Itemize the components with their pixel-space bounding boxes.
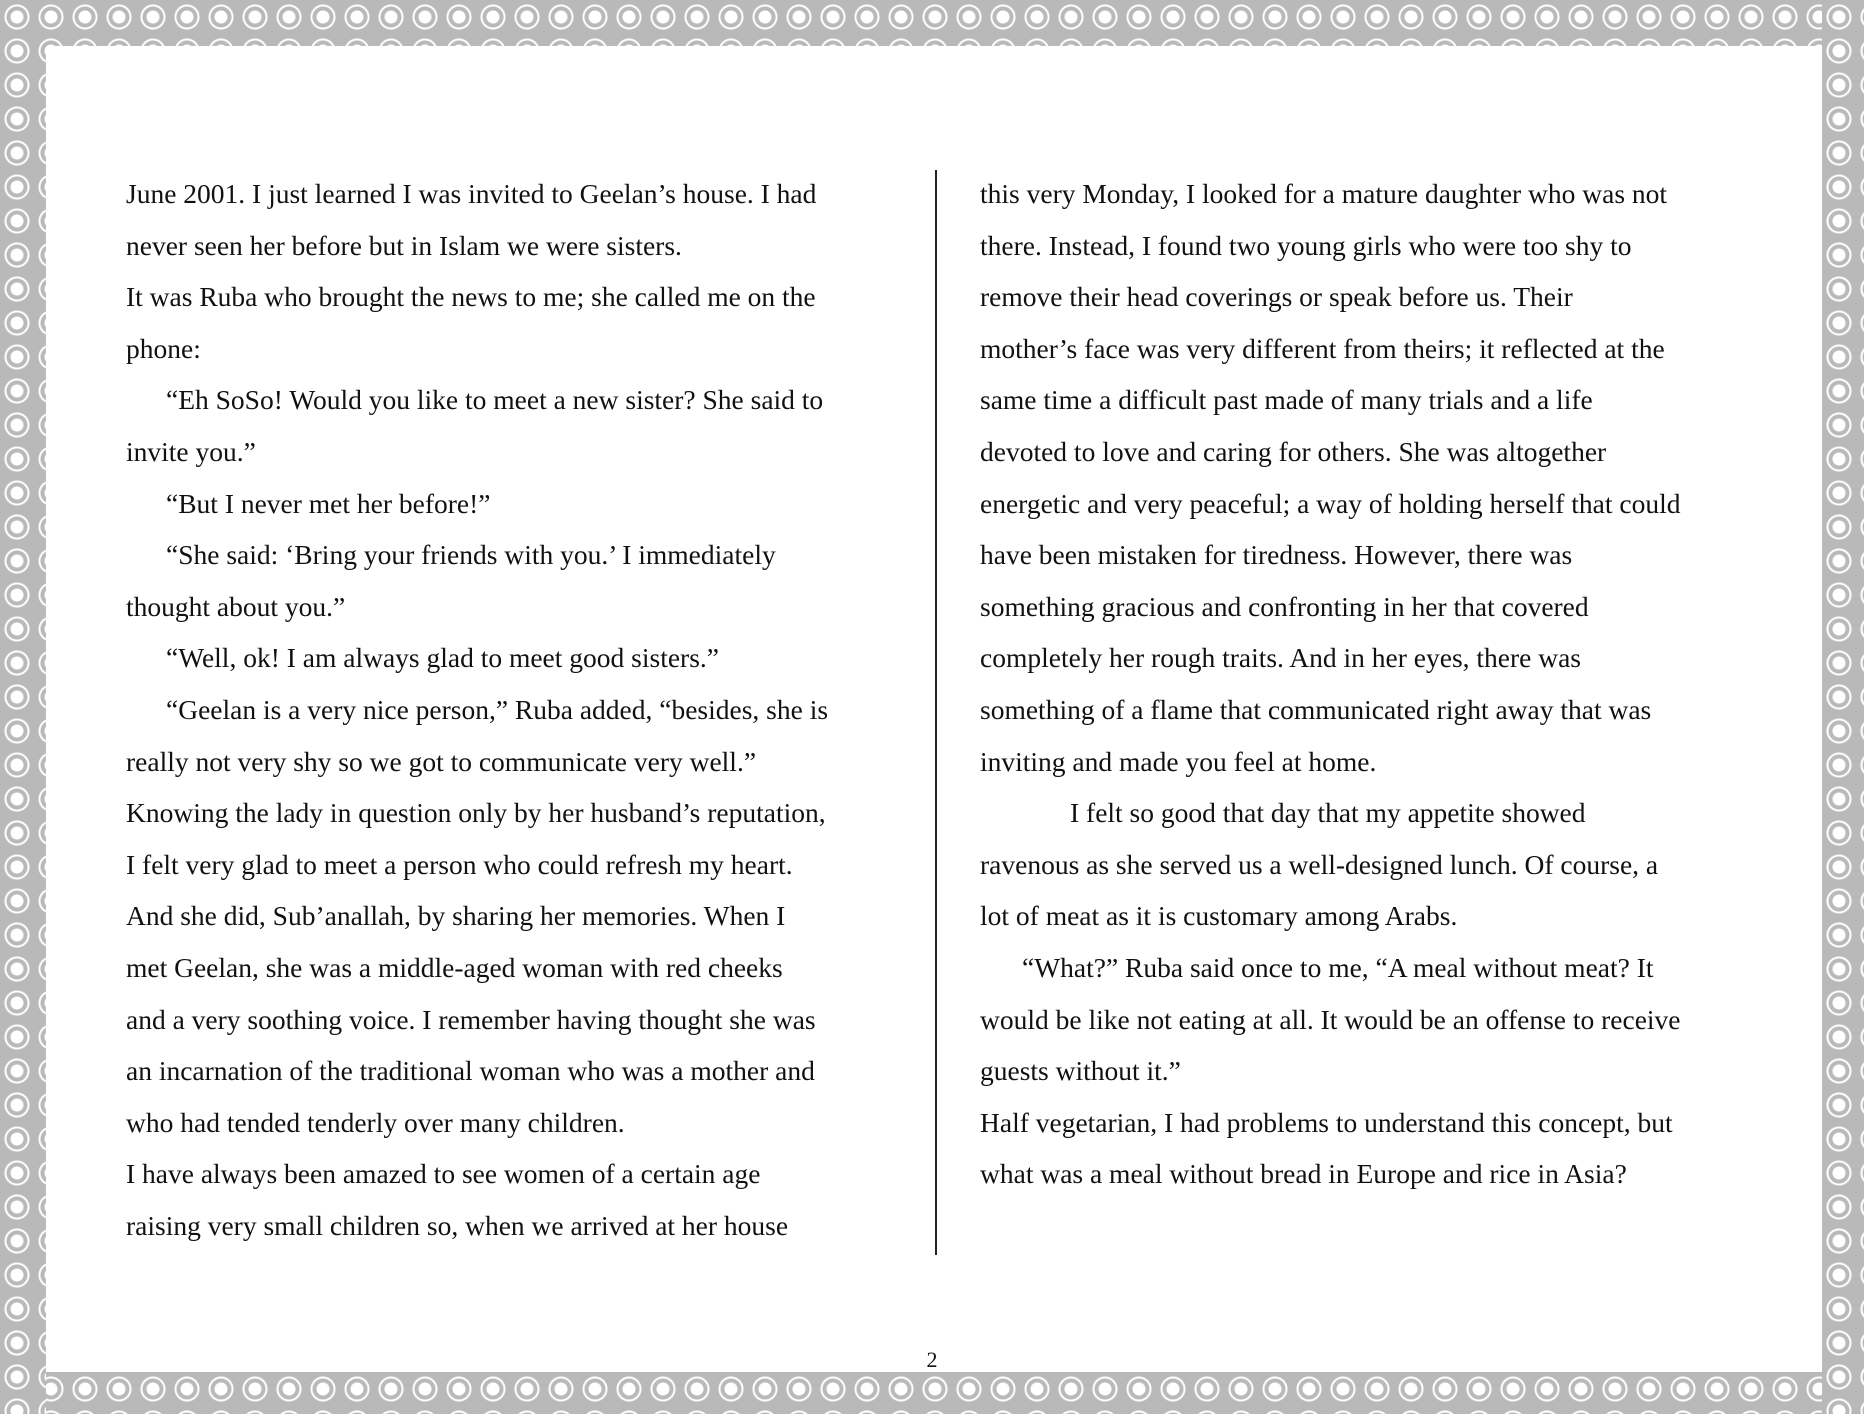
text-line: lot of meat as it is customary among Arabs. [980,900,1458,932]
text-line: “Eh SoSo! Would you like to meet a new sister? She said to [166,384,824,416]
text-line: there. Instead, I found two young girls who were too shy to [980,229,1632,261]
text-line: “What?” Ruba said once to me, “A meal without meat? It [1022,951,1654,983]
text-line: I felt so good that day that my appetite showed [1070,797,1586,829]
text-line: this very Monday, I looked for a mature daughter who was not [980,178,1668,209]
decorative-border-top [0,0,1864,46]
text-line: who had tended tenderly over many children. [126,1106,625,1138]
decorative-border-left [0,0,46,1414]
text-line: phone: [126,332,201,364]
text-line: remove their head coverings or speak before us. Their [980,281,1573,313]
text-line: invite you.” [126,435,256,467]
text-line: have been mistaken for tiredness. However, there was [980,539,1573,571]
text-line: what was a meal without bread in Europe and rice in Asia? [980,1158,1627,1190]
text-line: an incarnation of the traditional woman who was a mother and [126,1055,815,1087]
text-line: something gracious and confronting in her that covered [980,590,1589,622]
text-line: raising very small children so, when we arrived at her house [126,1209,789,1241]
text-line: would be like not eating at all. It would be an offense to receive [980,1003,1681,1035]
page-number: 2 [926,1347,938,1372]
text-line: “Well, ok! I am always glad to meet good sisters.” [166,642,719,674]
text-line: energetic and very peaceful; a way of holding herself that could [980,487,1681,519]
text-line: Knowing the lady in question only by her husband’s reputation, [126,797,826,829]
text-line: something of a flame that communicated right away that was [980,693,1652,725]
text-line: ravenous as she served us a well-designed lunch. Of course, a [980,848,1659,880]
column-divider [935,170,937,1255]
text-line: It was Ruba who brought the news to me; she called me on the [126,281,816,313]
text-line: thought about you.” [126,590,346,622]
text-line: guests without it.” [980,1055,1181,1087]
text-line: June 2001. I just learned I was invited to Geelan’s house. I had [126,178,817,209]
left-text-column [126,168,906,1251]
text-line: inviting and made you feel at home. [980,745,1377,777]
text-line: “Geelan is a very nice person,” Ruba added, “besides, she is [166,693,829,725]
text-line: Half vegetarian, I had problems to understand this concept, but [980,1106,1673,1138]
text-line: I felt very glad to meet a person who could refresh my heart. [126,848,793,880]
text-line: never seen her before but in Islam we were sisters. [126,229,682,261]
text-line: I have always been amazed to see women of a certain age [126,1158,761,1190]
text-line: “She said: ‘Bring your friends with you.’ I immediately [166,539,776,571]
decorative-border-right [1822,0,1864,1414]
text-line: mother’s face was very different from theirs; it reflected at the [980,332,1665,364]
text-line: met Geelan, she was a middle-aged woman with red cheeks [126,951,783,983]
text-line: really not very shy so we got to communicate very well.” [126,745,757,777]
text-line: and a very soothing voice. I remember having thought she was [126,1003,816,1035]
decorative-border-bottom [0,1372,1864,1414]
text-line: same time a difficult past made of many trials and a life [980,384,1593,416]
text-line: completely her rough traits. And in her eyes, there was [980,642,1581,674]
text-line: “But I never met her before!” [166,487,491,519]
right-text-column [980,168,1760,1200]
text-line: And she did, Sub’anallah, by sharing her memories. When I [126,900,786,932]
text-line: devoted to love and caring for others. She was altogether [980,435,1607,467]
